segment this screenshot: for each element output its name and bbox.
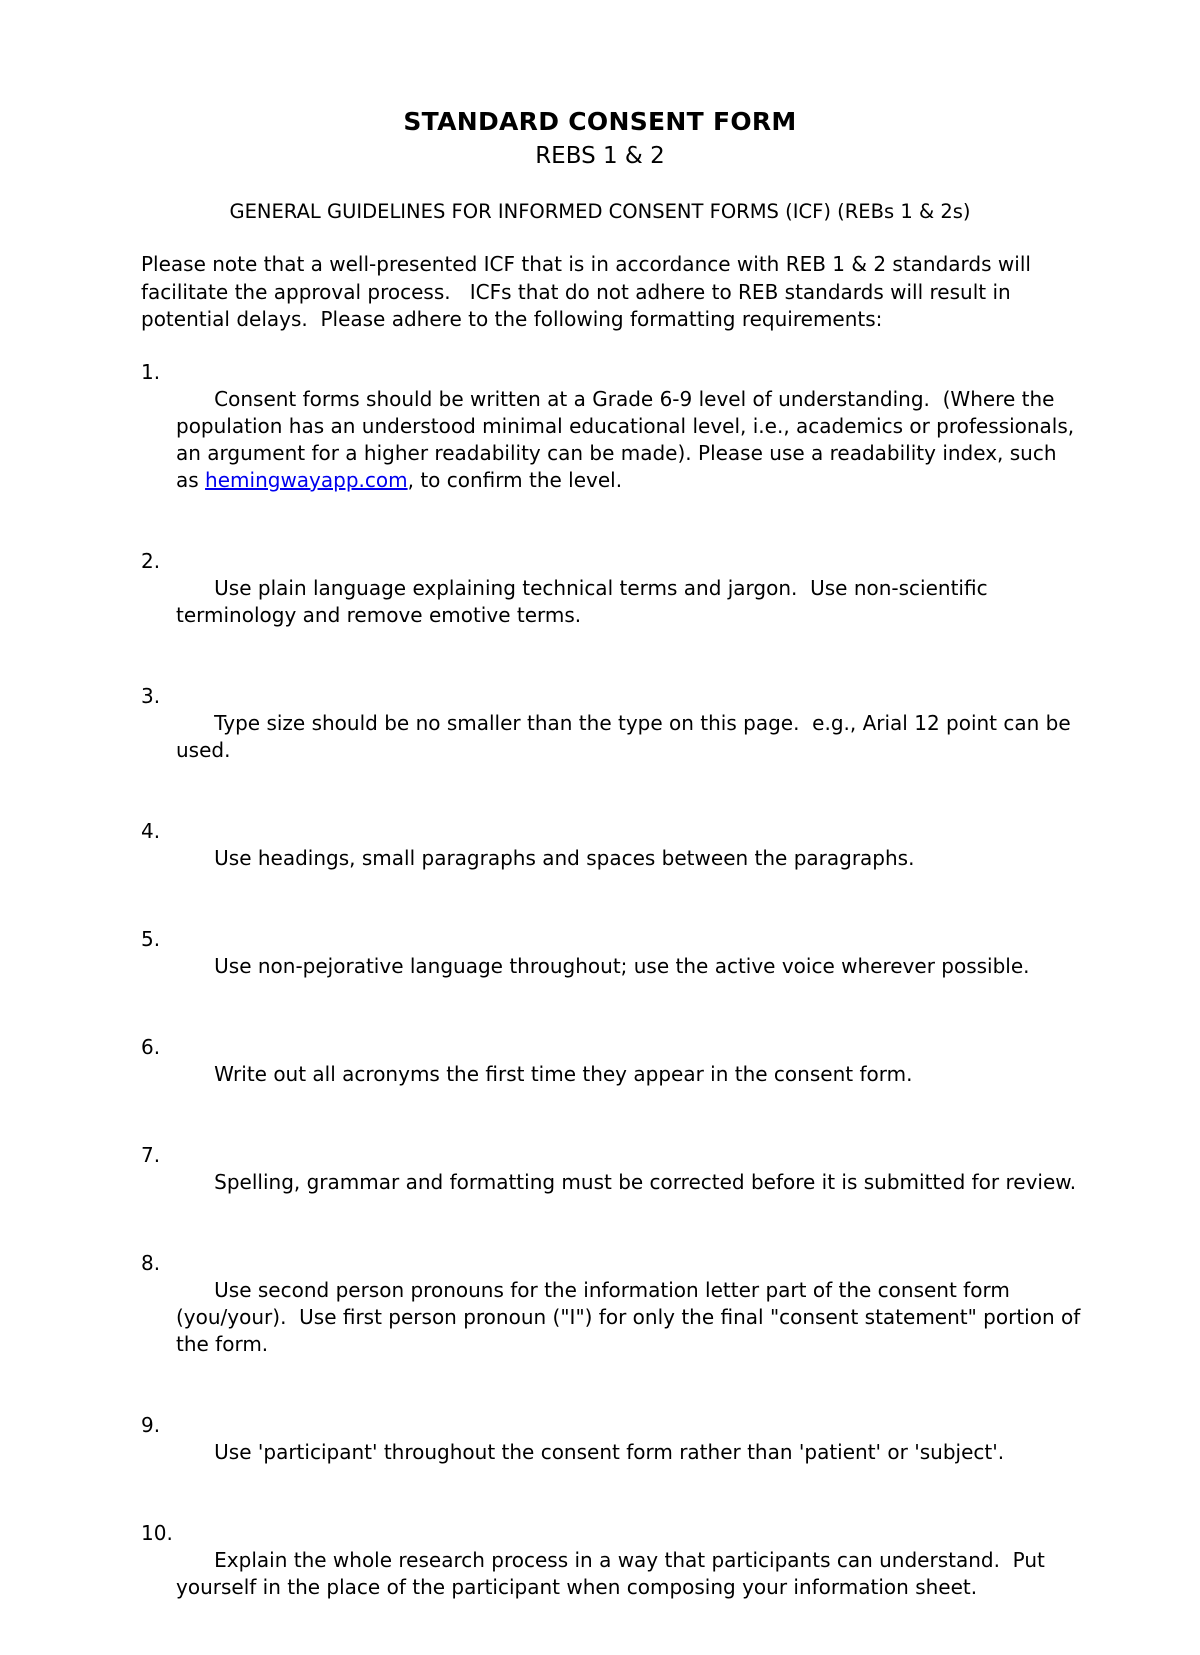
list-item-text: Consent forms should be written at a Grade 6-9 level of understanding. (Where the population has an understood minimal educational level, i.e., academics or professionals, an argument for a higher readability can be made). Please use a readability index, such as <box>176 387 1081 492</box>
list-item-text: Write out all acronyms the first time they appear in the consent form. <box>214 1062 913 1086</box>
list-item-text: Type size should be no smaller than the type on this page. e.g., Arial 12 point can be used. <box>176 711 1078 762</box>
list-item-text: Spelling, grammar and formatting must be corrected before it is submitted for review. <box>214 1170 1077 1194</box>
list-item-number: 8. <box>141 1251 161 1275</box>
list-item-number: 1. <box>141 360 161 384</box>
list-item-number: 6. <box>141 1035 161 1059</box>
list-item-number: 2. <box>141 549 161 573</box>
list-item-text: Use 'participant' throughout the consent form rather than 'patient' or 'subject'. <box>214 1440 1005 1464</box>
list-item-text: Use plain language explaining technical terms and jargon. Use non-scientific terminology and remove emotive terms. <box>176 576 994 627</box>
list-item-text: Use second person pronouns for the information letter part of the consent form (you/your). Use first person pronoun ("I") for only the final "consent statement" portion of the form. <box>176 1278 1087 1356</box>
list-item <box>141 1520 1081 1628</box>
list-item <box>141 926 1081 1007</box>
hemingwayapp-link[interactable]: hemingwayapp.com <box>205 468 408 492</box>
intro-paragraph: Please note that a well-presented ICF that is in accordance with REB 1 & 2 standards will facilitate the approval process. ICFs that do not adhere to REB standards will result in potential delays. Please adhere to the following formatting requirements: <box>141 252 1038 331</box>
list-item-text: Explain the whole research process in a way that participants can understand. Put yourself in the place of the participant when composing your information sheet. <box>176 1548 1052 1599</box>
list-item <box>141 1250 1087 1385</box>
list-item-number: 9. <box>141 1413 161 1437</box>
list-item-text: Use headings, small paragraphs and spaces between the paragraphs. <box>214 846 915 870</box>
guidelines-heading: GENERAL GUIDELINES FOR INFORMED CONSENT FORMS (ICF) (REBs 1 & 2s) <box>229 200 971 223</box>
list-item-number: 4. <box>141 819 161 843</box>
list-item <box>141 818 1081 899</box>
list-item-text: Use non-pejorative language throughout; use the active voice wherever possible. <box>214 954 1030 978</box>
document-subtitle: REBS 1 & 2 <box>535 143 665 169</box>
list-item-number: 5. <box>141 927 161 951</box>
list-item <box>141 1034 1081 1115</box>
guidelines-list <box>141 359 1087 1655</box>
list-item <box>141 359 1081 521</box>
list-item-number: 7. <box>141 1143 161 1167</box>
list-item <box>141 1142 1081 1223</box>
document-title: STANDARD CONSENT FORM <box>403 107 797 136</box>
list-item <box>141 683 1081 791</box>
list-item-number: 10. <box>141 1521 173 1545</box>
list-item <box>141 548 1081 656</box>
list-item-number: 3. <box>141 684 161 708</box>
list-item-text-end: , to confirm the level. <box>407 468 623 492</box>
list-item <box>141 1412 1081 1493</box>
